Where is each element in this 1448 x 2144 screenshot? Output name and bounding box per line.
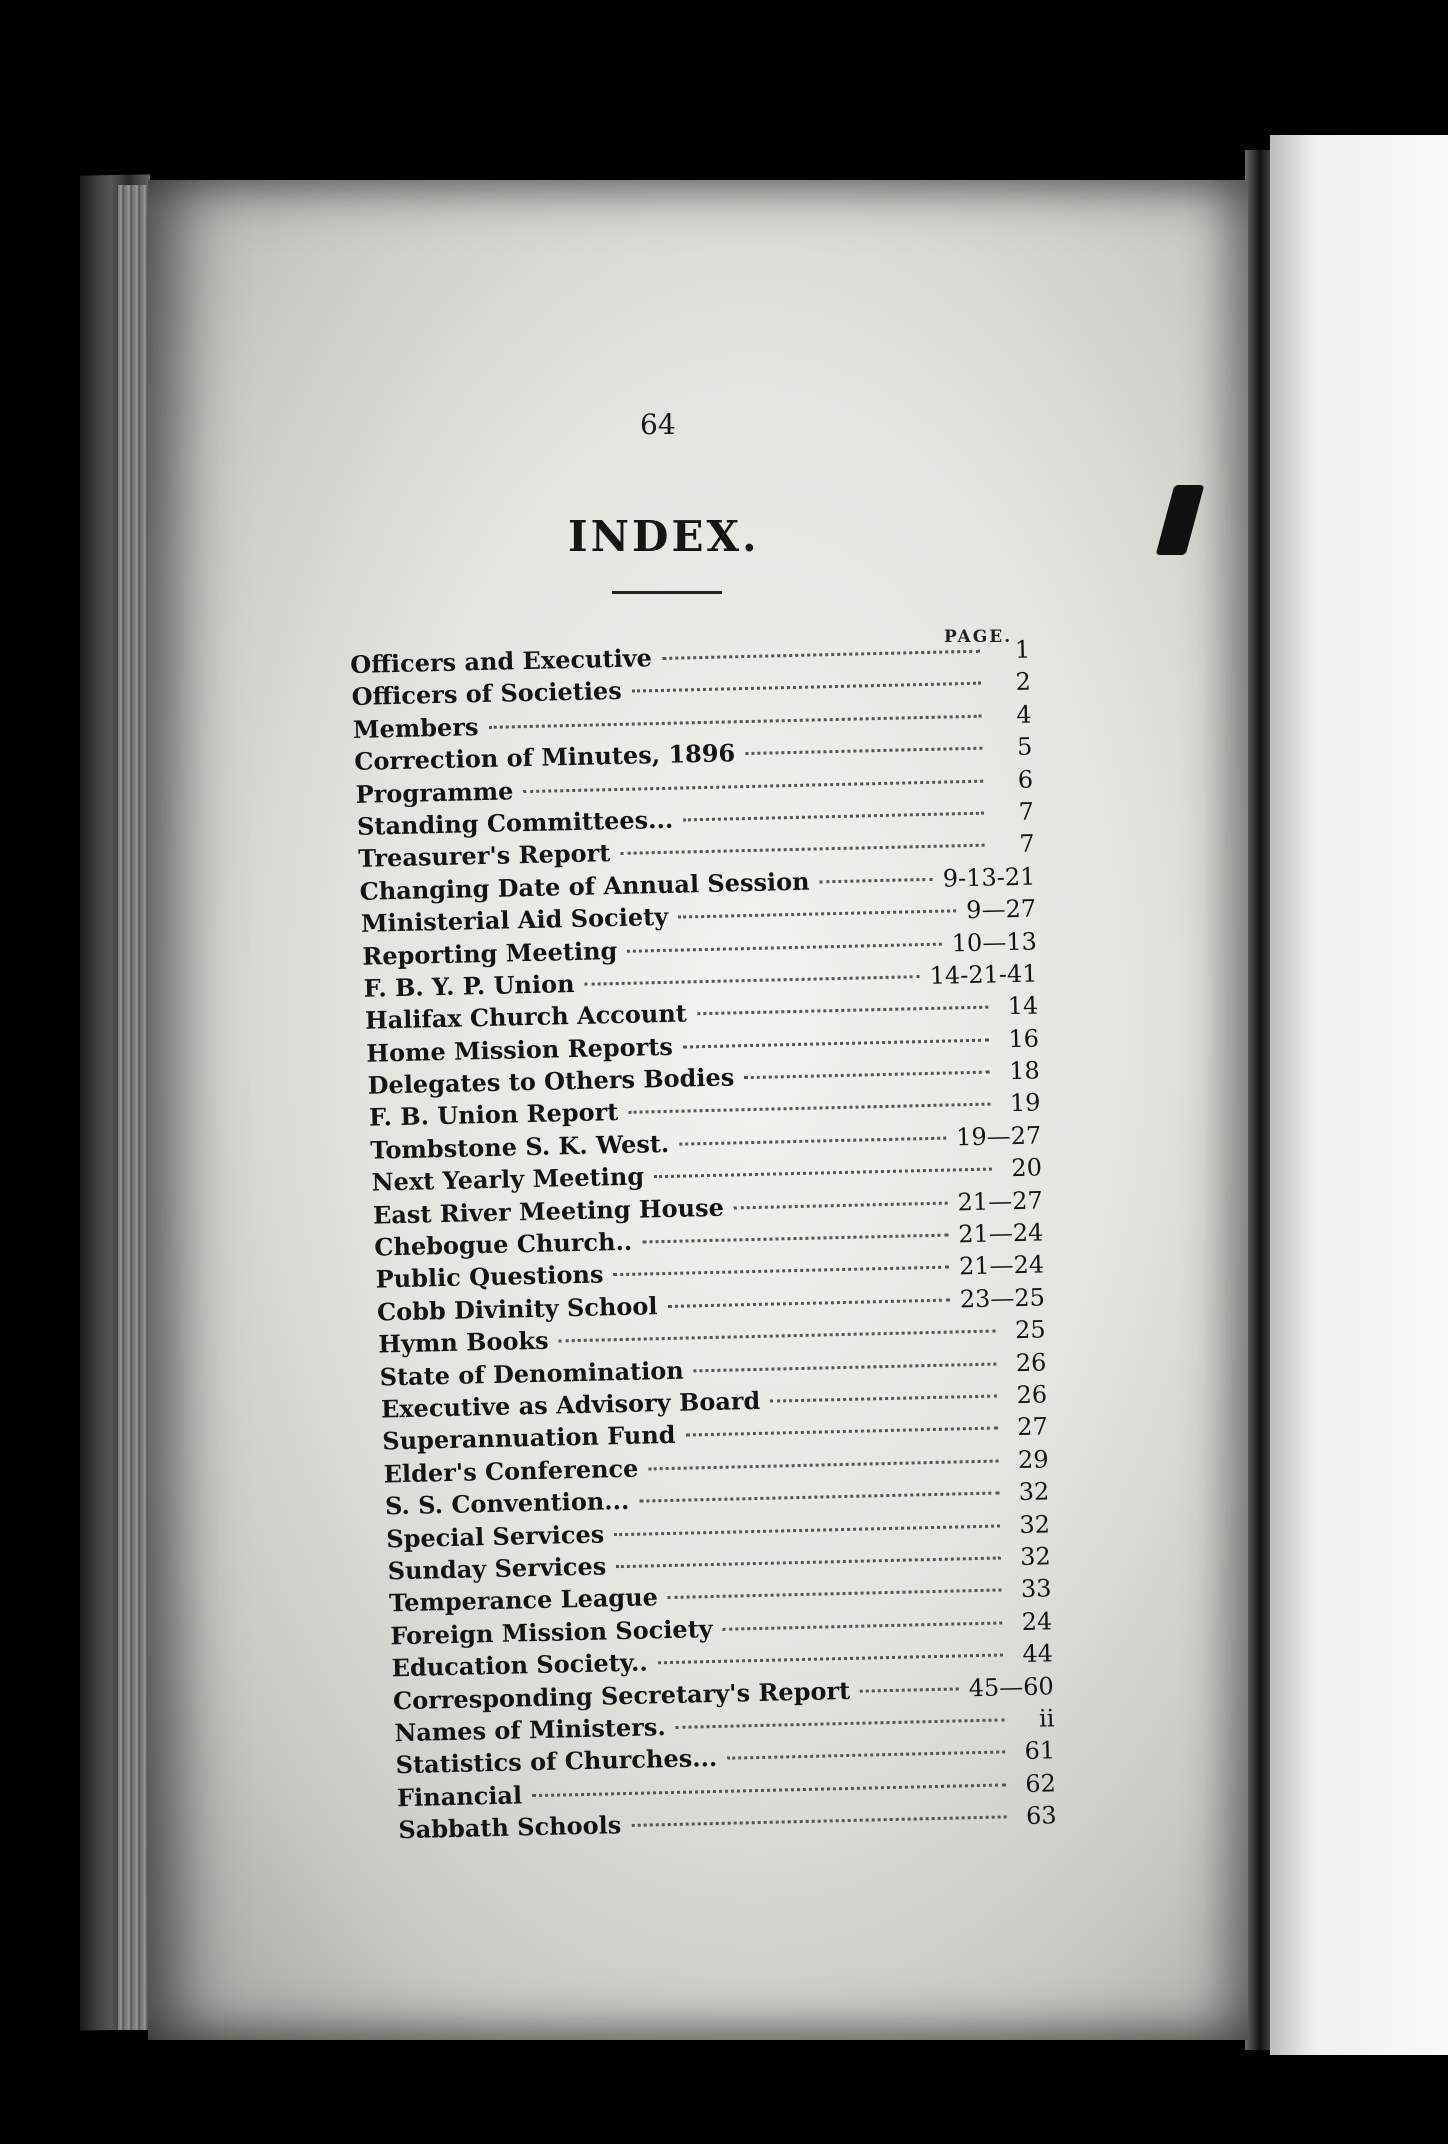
index-entry-page: 7 — [1018, 797, 1035, 826]
index-entry-title: Changing Date of Annual Session — [359, 866, 810, 906]
index-entry-title: Members — [352, 711, 479, 744]
title-divider — [612, 591, 722, 594]
dot-leader — [723, 1621, 1003, 1630]
index-entry-title: Special Services — [386, 1519, 605, 1553]
dot-leader — [614, 1524, 1000, 1536]
index-entry-page: 19 — [1009, 1088, 1041, 1118]
index-entry-title: Sunday Services — [387, 1551, 607, 1586]
index-entry-title: F. B. Y. P. Union — [363, 968, 575, 1003]
index-entry-page: 23—25 — [959, 1283, 1046, 1314]
index-entry-page: 32 — [1018, 1477, 1050, 1507]
index-entry-title: Elder's Conference — [383, 1453, 639, 1489]
index-entry-page: 6 — [1017, 765, 1034, 794]
index-entry-title: Chebogue Church.. — [374, 1226, 633, 1262]
index-entry-title: Next Yearly Meeting — [371, 1161, 645, 1197]
index-entry-page: 62 — [1025, 1768, 1057, 1798]
dot-leader — [559, 1330, 996, 1343]
index-entry-page: 2 — [1015, 667, 1032, 697]
index-entry-title: Sabbath Schools — [398, 1810, 622, 1845]
index-entry-title: Education Society.. — [391, 1647, 648, 1683]
index-entry-title: S. S. Convention... — [384, 1486, 630, 1521]
page-column-header: PAGE. — [944, 627, 1013, 647]
index-entry-title: Programme — [355, 775, 514, 809]
index-entry-page: 1 — [1014, 635, 1031, 664]
index-entry-title: Temperance League — [388, 1582, 659, 1618]
index-entry-page: 26 — [1016, 1380, 1048, 1410]
index-entry-page: 14-21-41 — [929, 959, 1038, 990]
index-entry-title: Correction of Minutes, 1896 — [354, 738, 736, 777]
dot-leader — [744, 1071, 990, 1080]
dot-leader — [631, 1815, 1006, 1827]
dot-leader — [667, 1298, 949, 1307]
dot-leader — [679, 1136, 946, 1145]
index-entry-page: 21—27 — [957, 1186, 1043, 1216]
index-entry-title: Statistics of Churches... — [395, 1743, 718, 1780]
index-entry-title: Treasurer's Report — [358, 838, 611, 874]
dot-leader — [860, 1687, 959, 1692]
dot-leader — [616, 1556, 1001, 1568]
index-entry-page: 44 — [1022, 1639, 1054, 1669]
index-entry-page: 27 — [1016, 1412, 1049, 1442]
dot-leader — [678, 909, 956, 918]
index-entry-page: 32 — [1019, 1509, 1051, 1539]
dot-leader — [820, 878, 933, 884]
index-entry-title: Standing Committees... — [356, 804, 674, 841]
index-entry-title: F. B. Union Report — [368, 1097, 619, 1133]
index-entry-page: 21—24 — [958, 1250, 1045, 1281]
dot-leader — [683, 812, 984, 822]
dot-leader — [694, 1362, 997, 1372]
dot-leader — [632, 682, 981, 693]
index-entry-page: 24 — [1021, 1607, 1053, 1636]
dot-leader — [686, 1427, 998, 1437]
index-entry-title: Hymn Books — [378, 1325, 549, 1359]
dot-leader — [532, 1783, 1006, 1797]
dot-leader — [654, 1168, 992, 1179]
page-title: INDEX. — [568, 512, 760, 561]
index-entry-page: 45—60 — [968, 1671, 1054, 1702]
index-entry-page: 61 — [1024, 1736, 1056, 1766]
index-entry-page: 33 — [1020, 1574, 1052, 1604]
dot-leader — [613, 1266, 949, 1277]
index-entry-page: 7 — [1018, 829, 1035, 859]
dot-leader — [639, 1492, 999, 1503]
dot-leader — [727, 1751, 1005, 1760]
index-entry-title: Executive as Advisory Board — [380, 1385, 761, 1424]
index-entry-page: 9—27 — [965, 894, 1037, 925]
dot-leader — [648, 1459, 998, 1470]
dot-leader — [642, 1234, 948, 1244]
index-entry-page: 16 — [1008, 1024, 1040, 1053]
index-entry-title: East River Meeting House — [372, 1192, 725, 1230]
index-entry-title: Officers of Societies — [351, 676, 623, 712]
index-entry-page: 18 — [1008, 1056, 1041, 1086]
index-entry-title: Reporting Meeting — [362, 935, 618, 971]
index-entry-page: 5 — [1016, 732, 1033, 762]
dot-leader — [770, 1394, 997, 1402]
dot-leader — [658, 1654, 1003, 1665]
index-entry-title: Officers and Executive — [350, 643, 653, 679]
dot-leader — [668, 1589, 1002, 1600]
index-entry-title: Delegates to Others Bodies — [367, 1062, 735, 1100]
dot-leader — [697, 1006, 988, 1016]
page-number: 64 — [640, 408, 676, 441]
index-entry-title: Superannuation Fund — [382, 1420, 676, 1456]
dot-leader — [620, 844, 984, 855]
dot-leader — [745, 747, 982, 755]
index-list — [350, 635, 1057, 1849]
index-entry-title: Ministerial Aid Society — [360, 901, 669, 938]
dot-leader — [523, 779, 983, 792]
index-entry-title: Public Questions — [375, 1259, 604, 1294]
index-entry-title: Names of Ministers. — [394, 1712, 666, 1748]
index-entry-page: 32 — [1019, 1542, 1052, 1571]
index-entry-page: 19—27 — [955, 1121, 1042, 1152]
index-entry-page: 25 — [1014, 1315, 1046, 1345]
index-entry-title: State of Denomination — [379, 1355, 685, 1392]
index-entry-page: 9-13-21 — [942, 862, 1036, 893]
dot-leader — [627, 942, 942, 952]
dot-leader — [488, 714, 981, 728]
index-entry-page: 63 — [1025, 1801, 1057, 1831]
index-entry-title: Home Mission Reports — [366, 1031, 674, 1068]
facing-page — [1270, 135, 1448, 2055]
index-entry-page: 4 — [1016, 700, 1032, 729]
index-entry-title: Foreign Mission Society — [390, 1613, 713, 1651]
index-entry-page: 21—24 — [958, 1218, 1044, 1249]
index-entry-page: 10—13 — [951, 927, 1038, 957]
index-entry-title: Tombstone S. K. West. — [370, 1128, 670, 1165]
index-entry-page: ii — [1038, 1704, 1055, 1733]
dot-leader — [584, 975, 919, 986]
dot-leader — [676, 1718, 1005, 1728]
index-entry-page: 26 — [1015, 1347, 1047, 1377]
index-entry-title: Financial — [396, 1780, 523, 1812]
dot-leader — [662, 650, 980, 660]
dot-leader — [628, 1103, 990, 1114]
dot-leader — [683, 1038, 989, 1048]
index-entry-title: Halifax Church Account — [364, 998, 688, 1036]
index-entry-page: 20 — [1011, 1153, 1043, 1183]
index-entry-page: 29 — [1017, 1445, 1049, 1474]
index-entry-title: Cobb Divinity School — [376, 1291, 658, 1327]
index-entry-page: 14 — [1007, 991, 1039, 1021]
index-entry-title: Corresponding Secretary's Report — [392, 1675, 851, 1715]
dot-leader — [734, 1201, 948, 1209]
